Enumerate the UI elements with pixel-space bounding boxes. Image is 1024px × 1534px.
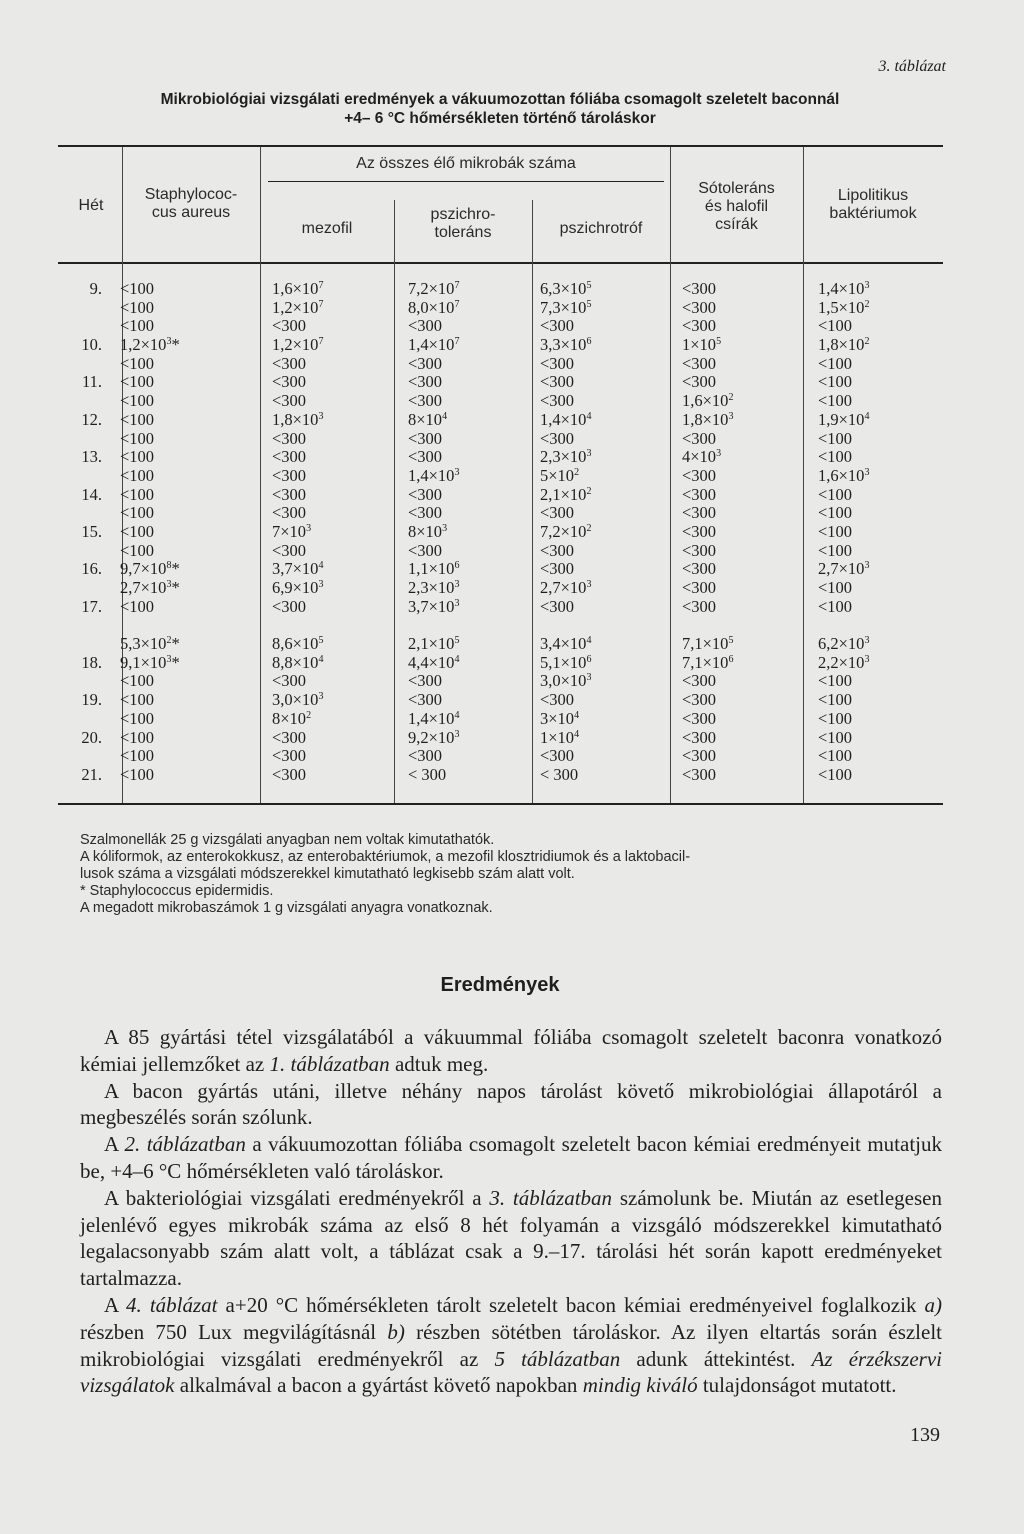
table-cell: <100 [120,746,155,766]
text-run: adunk áttekintést. [620,1346,812,1371]
table-cell: <300 [682,428,717,448]
italic-reference: 2. táblázatban [124,1132,246,1157]
col-divider [532,200,533,803]
table-cell: <300 [682,690,717,710]
table-cell: < 300 [540,764,579,784]
table-cell: <300 [272,428,307,448]
table-cell: <300 [408,353,443,373]
table-cell: <100 [120,503,155,523]
table-cell: <300 [272,447,307,467]
table-cell: 14. [81,484,102,504]
table-cell [408,616,459,635]
table-cell: <300 [682,503,717,523]
table-bottom-rule [58,803,943,805]
table-cell: $5,3\times 10^2*$ [120,634,180,654]
table-cell: <300 [540,428,575,448]
table-cell: $1,5\times 10^2$ [818,297,870,317]
header-sotolerans [670,180,803,234]
table-cell: <300 [682,578,717,597]
table-cell: $6,9\times 10^3$ [272,578,324,597]
header-group: Az összes élő mikrobák száma [356,155,576,172]
table-cell: 17. [81,596,102,616]
table-cell: $3,4\times 10^4$ [540,634,592,654]
table-cell: <100 [120,690,155,710]
table-cell [60,616,102,635]
table-cell: $1\times 10^5$ [682,335,722,355]
header-staph-line: Staphylococ- [144,186,238,203]
table-cell: $7,1\times 10^5$ [682,634,734,654]
body-paragraph [80,1185,942,1292]
table-cell: $9,1\times 10^3*$ [120,652,180,672]
table-cell: <100 [818,372,853,392]
table-cell: <100 [120,391,155,411]
table-cell: $2,3\times 10^3$ [408,578,460,597]
table-cell: <300 [540,690,575,710]
table-cell: <100 [818,727,853,747]
table-cell: $8,6\times 10^5$ [272,634,324,654]
table-cell [60,635,102,654]
col-divider [803,147,804,803]
col-divider [670,147,671,803]
table-cell: < 300 [408,764,447,784]
note-line: Szalmonellák 25 g vizsgálati anyagban nem voltak kimutathatók. [80,832,495,848]
col-divider [260,147,261,803]
table-cell: <300 [682,372,717,392]
table-cell: <100 [120,671,155,691]
table-cell: <300 [272,465,307,485]
table-cell: <100 [818,764,853,784]
table-cell [60,299,102,318]
table-cell: 9. [89,279,102,298]
column-mezofil [272,280,323,785]
table-cell: <100 [120,316,155,336]
table-cell [682,616,733,635]
table-cell: <100 [120,596,155,616]
table-cell: $4,4\times 10^4$ [408,652,460,672]
note-line: A kóliformok, az enterokokkusz, az enterobaktériumok, a mezofil klosztridiumok és a laktobacil- [80,849,691,865]
note-line: * Staphylococcus epidermidis. [80,883,274,899]
table-cell: <300 [408,540,443,560]
italic-reference: b) [387,1319,405,1344]
table-cell: <300 [682,316,717,336]
header-line: baktériumok [829,205,917,222]
table-cell: <300 [540,746,575,766]
table-cell: $9,7\times 10^8*$ [120,559,180,579]
table-cell: 11. [81,372,102,392]
section-heading: Eredmények [440,974,560,996]
table-cell [60,430,102,449]
text-run: A bakteriológiai vizsgálati eredményekről a [104,1185,490,1210]
page-number: 139 [910,1424,940,1446]
table-caption-line1: Mikrobiológiai vizsgálati eredmények a vákuumozottan fóliába csomagolt szeletelt baconnál [160,91,840,108]
table-cell: 19. [81,690,102,710]
table-cell: <100 [818,484,853,504]
table-cell [272,616,323,635]
table-cell: $2,1\times 10^5$ [408,634,460,654]
table-cell: 13. [81,447,102,467]
table-cell: <100 [818,540,853,560]
table-cell: <300 [540,596,575,616]
table-cell: $2,7\times 10^3$ [818,559,870,579]
table-cell: 12. [81,409,102,429]
group-underline [268,181,664,182]
table-cell: <100 [818,596,853,616]
column-staph [120,280,180,785]
table-cell: $8\times 10^3$ [408,521,448,541]
text-run: számolunk be. Miután az esetlegesen jelenlévő egyes mikrobák száma az első 8 hét folyamán a vizsgáló módszerekkel kimutatható legalacsonyabb szám alatt volt, a táblázat csak a 9.–17. tárolási hét során kapott eredményeket tartalmazza. [80,1185,942,1291]
table-cell: <300 [682,746,717,766]
table-cell: 16. [81,559,102,579]
header-staph-line: cus aureus [151,204,231,221]
table-cell: <300 [682,279,717,298]
table-cell: <300 [272,391,307,411]
table-cell [60,579,102,598]
table-cell: <300 [272,671,307,691]
table-cell: 18. [81,652,102,672]
table-cell: 21. [81,764,102,784]
table-cell: <300 [682,596,717,616]
text-run: részben 750 Lux megvilágításnál [80,1319,388,1344]
text-run: A bacon gyártás utáni, illetve néhány napos tárolást követő mikrobiológiai állapotáról a megbeszélés során szólunk. [80,1078,942,1130]
header-line: toleráns [434,224,492,241]
table-cell: $1,4\times 10^7$ [408,335,460,355]
italic-reference: 4. táblázat [126,1292,218,1317]
table-cell: <300 [408,428,443,448]
table-cell [818,616,869,635]
table-cell: <100 [120,372,155,392]
table-cell: <300 [682,540,717,560]
table-cell: $1,4\times 10^3$ [818,279,870,298]
table-cell: 10. [81,335,102,355]
table-cell: <300 [408,671,443,691]
table-cell: <100 [120,297,155,317]
table-cell: <300 [408,316,443,336]
table-cell: <300 [682,353,717,373]
table-cell: <100 [818,447,853,467]
table-cell: <300 [272,746,307,766]
table-cell: $6,2\times 10^3$ [818,634,870,654]
table-cell: $2,1\times 10^2$ [540,484,592,504]
table-cell: <300 [408,391,443,411]
italic-reference: Az érzékszervi vizsgálatok [80,1346,942,1398]
column-pszichrotrof [540,280,591,785]
table-cell [60,317,102,336]
table-cell: <100 [818,353,853,373]
table-cell: <300 [682,521,717,541]
table-cell: <100 [120,353,155,373]
table-cell: <300 [540,391,575,411]
table-cell: $1,8\times 10^3$ [682,409,734,429]
table-cell: <300 [682,764,717,784]
text-run: adtuk meg. [389,1051,489,1076]
table-cell: <300 [682,465,717,485]
table-cell: $2,7\times 10^3$ [540,578,592,597]
table-cell: <100 [120,540,155,560]
header-line: Sótoleráns [698,180,775,197]
table-cell: <300 [682,708,717,728]
table-cell: $8\times 10^4$ [408,409,448,429]
table-cell: <100 [120,764,155,784]
table-cell: $1,1\times 10^6$ [408,559,460,579]
table-cell: $1,2\times 10^7$ [272,297,324,317]
table-cell: <300 [408,447,443,467]
table-cell: <300 [408,372,443,392]
table-cell: <300 [682,484,717,504]
column-weeks [60,280,102,785]
table-cell [60,355,102,374]
table-cell [60,504,102,523]
table-cell: <100 [120,727,155,747]
table-cell: <300 [408,484,443,504]
header-mezofil: mezofil [301,220,353,237]
table-cell: 15. [81,521,102,541]
table-cell: $7,3\times 10^5$ [540,297,592,317]
table-cell: <300 [272,540,307,560]
table-cell: $1,9\times 10^4$ [818,409,870,429]
header-pszichrotolerans [394,206,532,242]
table-cell: <100 [120,279,155,298]
table-cell: $1,6\times 10^7$ [272,279,324,298]
header-staph [122,186,260,222]
note-line: lusok száma a vizsgálati módszerekkel kimutatható legkisebb szám alatt volt. [80,866,575,882]
text-run: A 85 gyártási tétel vizsgálatából a vákuummal fóliába csomagolt szeletelt baconra vonatkozó kémiai jellemzőket az [80,1025,942,1076]
text-run: tulajdonságot mutatott. [697,1373,897,1398]
table-cell [60,392,102,411]
table-cell: $3,0\times 10^3$ [272,690,324,710]
table-cell: $5\times 10^2$ [540,465,580,485]
italic-reference: 3. táblázatban [489,1185,613,1210]
column-pszichrotolerans [408,280,459,785]
col-divider [394,200,395,803]
table-cell: $1,8\times 10^2$ [818,335,870,355]
header-line: Lipolitikus [837,187,909,204]
text-run: A [104,1132,125,1157]
table-cell: <300 [682,671,717,691]
table-cell: $1,2\times 10^3*$ [120,335,180,355]
table-cell: <100 [818,428,853,448]
table-cell: $9,2\times 10^3$ [408,727,460,747]
table-cell: <300 [408,690,443,710]
italic-reference: a) [924,1292,942,1317]
body-paragraph [80,1024,942,1078]
table-cell: <300 [682,727,717,747]
table-cell: <300 [272,727,307,747]
table-cell: <100 [818,746,853,766]
table-cell: $8,8\times 10^4$ [272,652,324,672]
table-cell: <300 [272,316,307,336]
table-cell: <300 [540,353,575,373]
table-cell: $7\times 10^3$ [272,521,312,541]
body-paragraph [80,1292,942,1399]
table-cell [60,747,102,766]
table-cell: <300 [540,503,575,523]
table-cell: <300 [682,559,717,579]
table-cell: $1,4\times 10^4$ [540,409,592,429]
table-cell [120,616,180,635]
table-cell: <100 [120,465,155,485]
table-cell: <300 [272,353,307,373]
table-cell [60,467,102,486]
table-cell: <300 [540,372,575,392]
table-cell: <300 [682,297,717,317]
table-cell: <300 [272,764,307,784]
column-lipolitikus [818,280,869,785]
table-cell: $2,2\times 10^3$ [818,652,870,672]
table-cell: $2,7\times 10^3*$ [120,578,180,597]
italic-reference: 5 táblázatban [494,1346,621,1371]
table-cell: <100 [818,671,853,691]
text-run: alkalmával a bacon a gyártást követő napokban [174,1373,583,1398]
body-paragraph [80,1131,942,1185]
table-cell: <300 [272,596,307,616]
table-cell: $3,7\times 10^3$ [408,596,460,616]
table-cell: $6,3\times 10^5$ [540,279,592,298]
table-cell: $4\times 10^3$ [682,447,722,467]
table-cell: $5,1\times 10^6$ [540,652,592,672]
table-cell: <100 [120,708,155,728]
table-cell: <300 [408,503,443,523]
header-het: Hét [78,197,104,214]
table-cell: <100 [120,447,155,467]
table-cell: $1\times 10^4$ [540,727,580,747]
table-header-rule [58,262,943,264]
table-cell: $1,2\times 10^7$ [272,335,324,355]
italic-reference: mindig kiváló [582,1373,698,1398]
table-cell: <100 [120,484,155,504]
table-cell: $8\times 10^2$ [272,708,312,728]
table-cell: $7,1\times 10^6$ [682,652,734,672]
table-cell: $1,6\times 10^3$ [818,465,870,485]
table-cell: $2,3\times 10^3$ [540,447,592,467]
table-cell: <100 [120,521,155,541]
table-cell: <100 [818,521,853,541]
text-run: a vákuumozottan fóliába csomagolt szeletelt bacon kémiai eredményeit mutatjuk be, +4–6 °C hőmérsékleten való tároláskor. [80,1132,942,1183]
table-cell: <300 [272,503,307,523]
table-cell: $7,2\times 10^7$ [408,279,460,298]
table-cell [60,542,102,561]
table-cell: <300 [272,372,307,392]
table-cell: $1,4\times 10^4$ [408,708,460,728]
header-line: pszichro- [430,206,496,223]
column-sotolerans [682,280,733,785]
table-cell: $1,6\times 10^2$ [682,391,734,411]
table-cell: <100 [818,503,853,523]
table-cell: <100 [818,690,853,710]
header-line: és halofil [704,198,769,215]
header-line: csírák [715,216,758,233]
note-line: A megadott mikrobaszámok 1 g vizsgálati anyagra vonatkoznak. [80,900,493,916]
table-cell: $3\times 10^4$ [540,708,580,728]
table-cell [60,710,102,729]
table-cell: $1,8\times 10^3$ [272,409,324,429]
table-top-rule [58,145,943,147]
header-lipolitikus [803,187,943,223]
table-cell: <300 [540,316,575,336]
header-pszichrotrof: pszichrotróf [559,220,643,237]
table-caption-line2: +4– 6 °C hőmérsékleten történő tároláskor [344,110,656,127]
table-cell: <300 [540,540,575,560]
table-cell: <300 [272,484,307,504]
table-cell: <100 [120,428,155,448]
italic-reference: 1. táblázatban [269,1051,390,1076]
table-cell: <100 [120,409,155,429]
body-paragraph [80,1078,942,1132]
table-cell: $3,0\times 10^3$ [540,671,592,691]
table-cell: $3,7\times 10^4$ [272,559,324,579]
table-cell: <300 [540,559,575,579]
table-cell: <100 [818,578,853,597]
table-cell: <100 [818,708,853,728]
text-run: A [104,1292,127,1317]
text-run: a+20 °C hőmérsékleten tárolt szeletelt bacon kémiai eredményeivel foglalkozik [217,1292,925,1317]
table-number-label: 3. táblázat [878,58,946,75]
table-cell: 20. [81,727,102,747]
table-cell [540,616,591,635]
text-run: részben sötétben tároláskor. Az ilyen eltartás során észlelt mikrobiológiai vizsgálati eredményekről az [80,1319,943,1371]
table-notes [80,832,960,917]
table-cell: $7,2\times 10^2$ [540,521,592,541]
table-cell: $8,0\times 10^7$ [408,297,460,317]
body-text [80,1024,942,1399]
table-cell: <100 [818,391,853,411]
table-cell: <300 [408,746,443,766]
table-cell: $3,3\times 10^6$ [540,335,592,355]
table-cell: $1,4\times 10^3$ [408,465,460,485]
table-cell [60,672,102,691]
table-cell: <100 [818,316,853,336]
